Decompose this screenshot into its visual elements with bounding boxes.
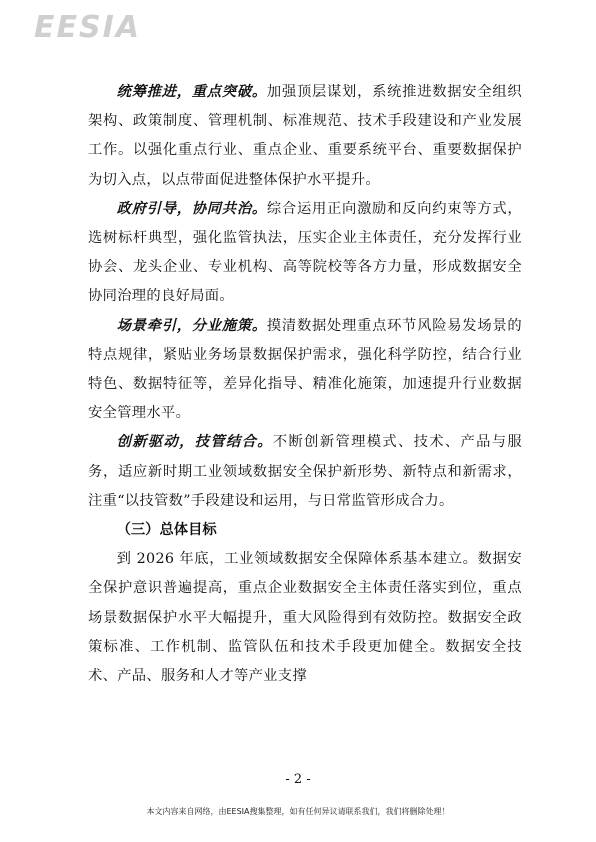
paragraph-lead: 创新驱动，技管结合。 [116, 434, 273, 451]
eesia-logo: EESIA [34, 10, 141, 45]
section-heading: （三）总体目标 [116, 522, 217, 539]
page-number: - 2 - [285, 772, 311, 787]
paragraph-text: 综合运用正向激励和反向约束等方式，选树标杆典型，强化监管执法，压实企业主体责任，充分发挥行业协会、龙头企业、专业机构、高等院校等各方力量，形成数据安全协同治理的良好局面。 [88, 200, 522, 305]
paragraph-lead: 政府引导，协同共治。 [116, 200, 267, 217]
paragraph-lead: 场景牵引，分业施策。 [116, 317, 267, 334]
paragraph-text: 不断创新管理模式、技术、产品与服务，适应新时期工业领域数据安全保护新形势、新特点和新需求，注重“以技管数”手段建设和运用，与日常监管形成合力。 [88, 434, 522, 509]
paragraph-lead: 统筹推进，重点突破。 [116, 84, 267, 100]
paragraph-scenario-driven [88, 312, 522, 429]
paragraph-innovation-driven [88, 428, 522, 516]
document-body [88, 78, 522, 691]
footer-notice: 本文内容来自网络，由EESIA搜集整理，如有任何异议请联系我们，我们将删除处理！ [146, 807, 450, 816]
paragraph-coordinated-promotion [88, 78, 522, 195]
paragraph-government-guidance [88, 195, 522, 312]
paragraph-text: 摸清数据处理重点环节风险易发场景的特点规律，紧贴业务场景数据保护需求，强化科学防控，结合行业特色、数据特征等，差异化指导、精准化施策，加速提升行业数据安全管理水平。 [88, 317, 522, 422]
paragraph-text: 加强顶层谋划，系统推进数据安全组织架构、政策制度、管理机制、标准规范、技术手段建设和产业发展工作。以强化重点行业、重点企业、重要系统平台、重要数据保护为切入点，以点带面促进整体保护水平提升。 [88, 84, 522, 188]
goal-paragraph: 到 2026 年底，工业领域数据安全保障体系基本建立。数据安全保护意识普遍提高，重点企业数据安全主体责任落实到位，重点场景数据保护水平大幅提升，重大风险得到有效防控。数据安全政策标准、工作机制、监管队伍和技术手段更加健全。数据安全技术、产品、服务和人才等产业支撑 [88, 551, 522, 685]
